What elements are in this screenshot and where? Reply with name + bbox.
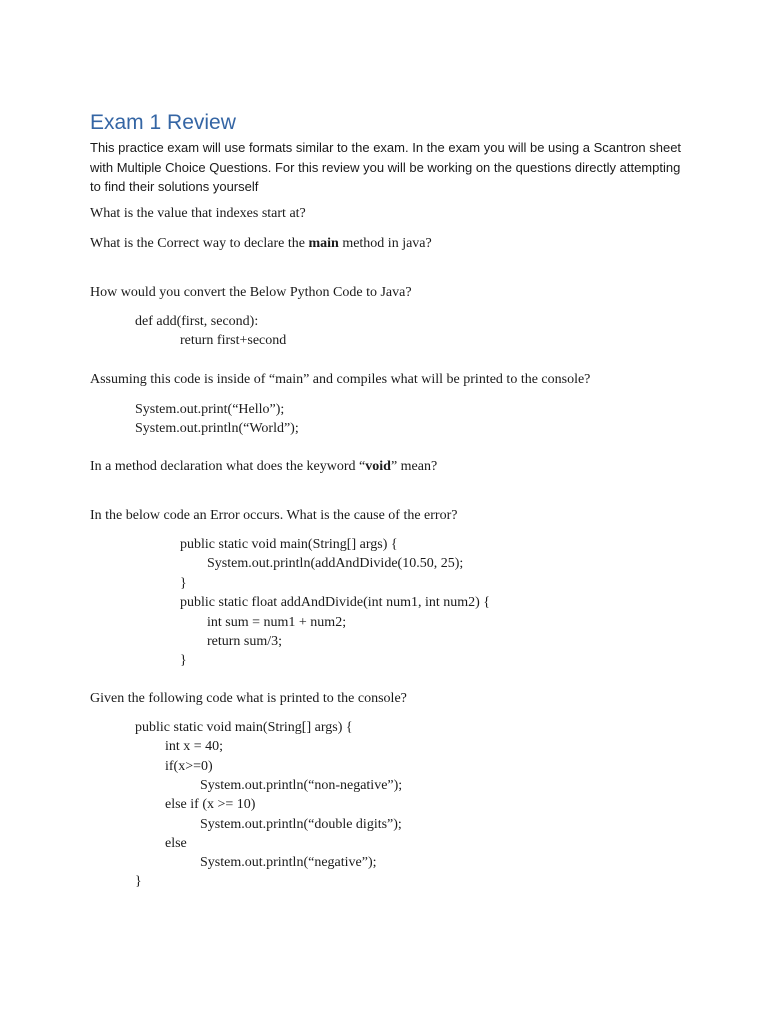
- intro-paragraph: [90, 138, 690, 197]
- code-line: }: [180, 576, 187, 591]
- question-7: Given the following code what is printed to the console?: [90, 691, 407, 706]
- question-4: Assuming this code is inside of “main” and compiles what will be printed to the console?: [90, 372, 591, 387]
- code-line: int sum = num1 + num2;: [207, 615, 347, 630]
- code-line: System.out.print(“Hello”);: [135, 402, 285, 417]
- code-line: System.out.println(“World”);: [135, 421, 299, 436]
- question-3: How would you convert the Below Python Code to Java?: [90, 285, 412, 300]
- code-line: System.out.println(“double digits”);: [200, 817, 402, 832]
- code-line: }: [180, 653, 187, 668]
- code-line: public static void main(String[] args) {: [135, 720, 353, 735]
- intro-line: to find their solutions yourself: [90, 179, 259, 194]
- question-2: [90, 234, 432, 254]
- question-5-text-end: ” mean?: [390, 459, 438, 474]
- code-line: System.out.println(“negative”);: [200, 855, 377, 870]
- code-line: System.out.println(“non-negative”);: [200, 778, 403, 793]
- code-line: return sum/3;: [207, 634, 283, 649]
- question-1: What is the value that indexes start at?: [90, 206, 306, 221]
- keyword-main: main: [308, 236, 339, 251]
- question-2-text-end: method in java?: [338, 236, 432, 251]
- code-line: public static float addAndDivide(int num1, int num2) {: [180, 595, 491, 610]
- code-line: def add(first, second):: [135, 314, 259, 329]
- code-line: }: [135, 874, 142, 889]
- code-line: System.out.println(addAndDivide(10.50, 25);: [207, 556, 464, 571]
- intro-line: This practice exam will use formats similar to the exam. In the exam you will be using a Scantron sheet: [90, 140, 682, 155]
- code-line: int x = 40;: [165, 739, 224, 754]
- intro-line: with Multiple Choice Questions. For this review you will be working on the questions directly attempting: [90, 159, 681, 175]
- question-6: In the below code an Error occurs. What is the cause of the error?: [90, 508, 458, 523]
- code-line: if(x>=0): [165, 759, 213, 774]
- keyword-void: void: [365, 459, 391, 474]
- code-line: else if (x >= 10): [165, 797, 256, 812]
- code-line: return first+second: [180, 333, 287, 348]
- document-title: Exam 1 Review: [90, 111, 236, 134]
- question-5: [90, 457, 437, 477]
- code-line: else: [165, 836, 187, 851]
- question-2-text: What is the Correct way to declare the: [90, 236, 309, 251]
- question-5-text: In a method declaration what does the keyword “: [90, 459, 366, 474]
- code-line: public static void main(String[] args) {: [180, 537, 398, 552]
